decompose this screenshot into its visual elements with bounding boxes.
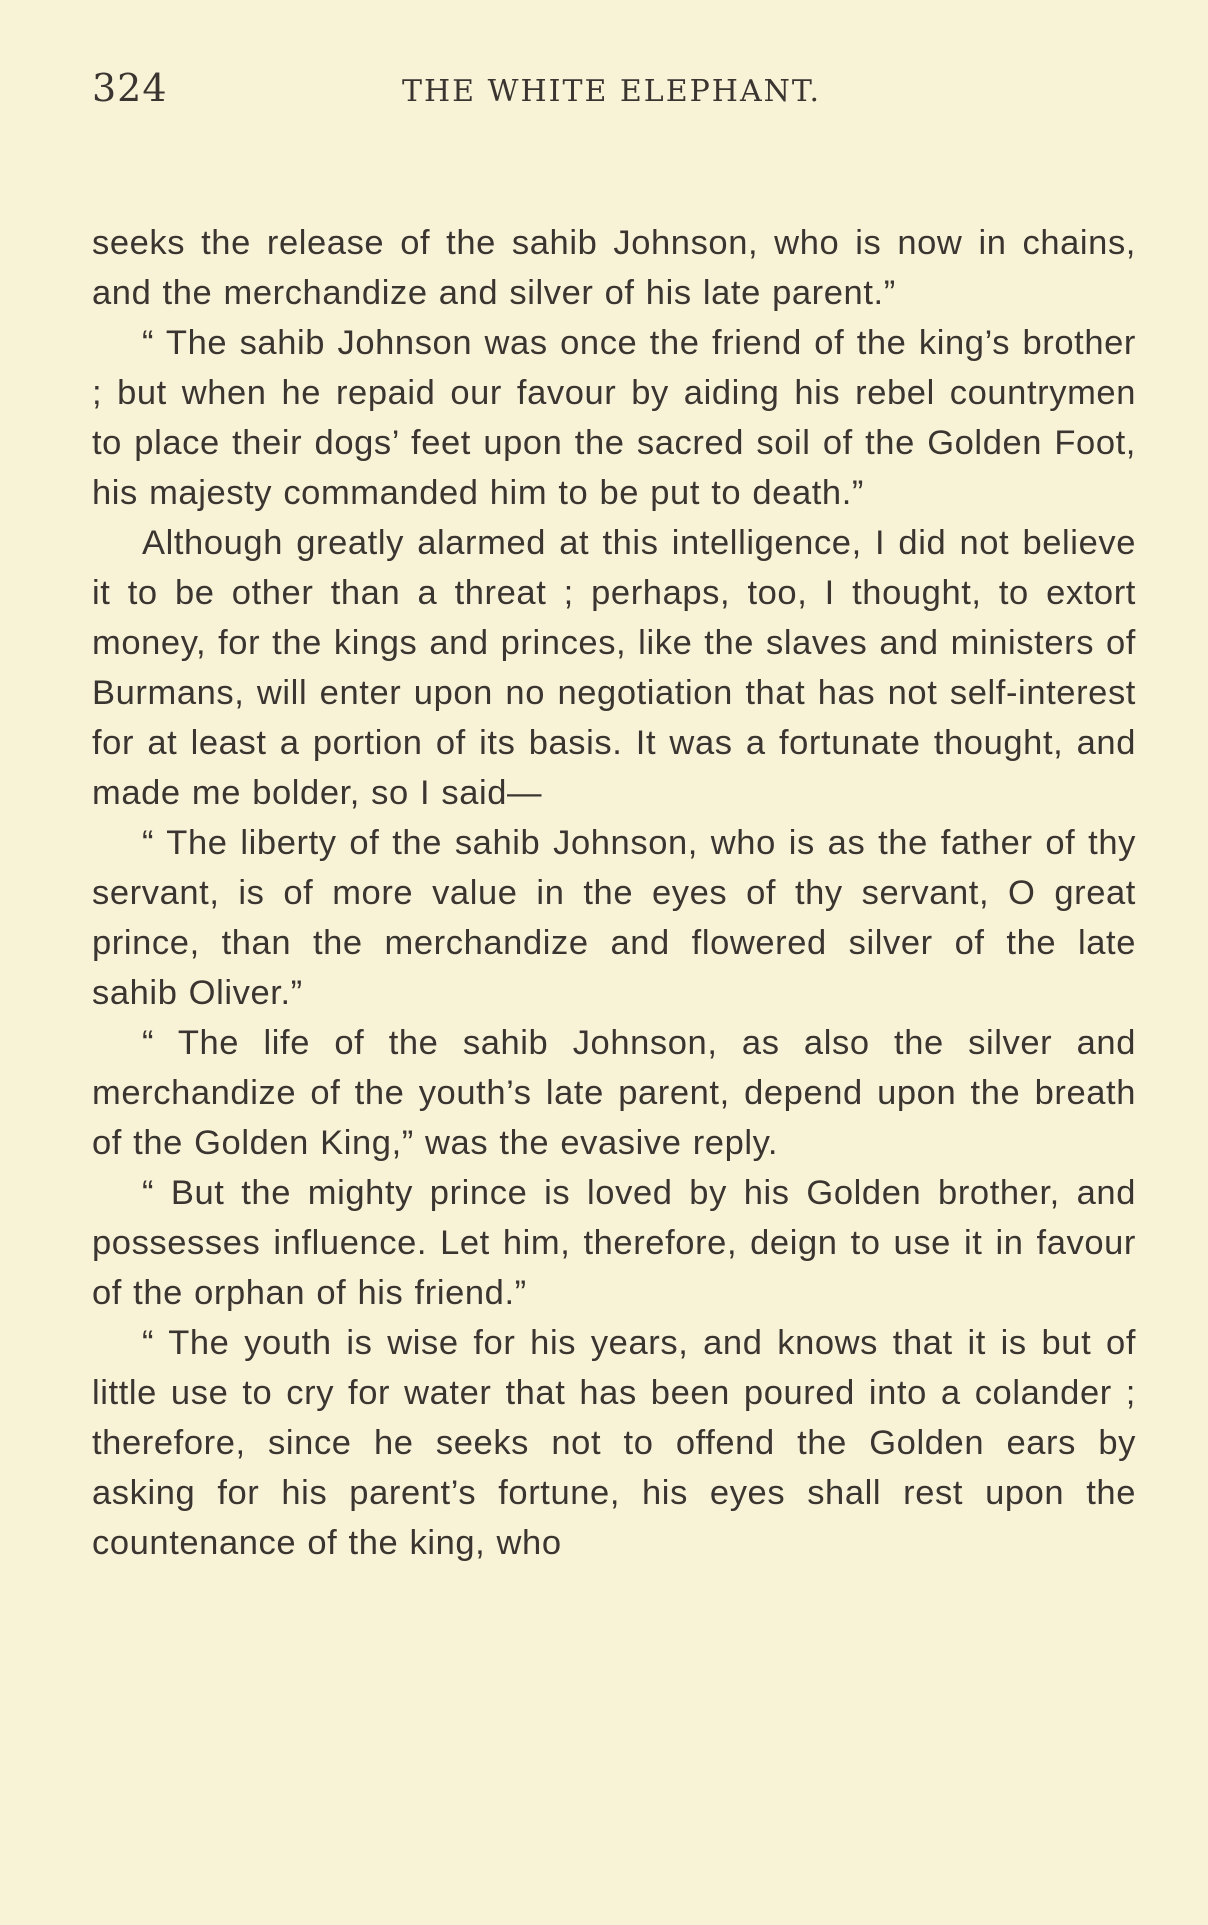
paragraph: “ The life of the sahib Johnson, as also the silver and merchandize of the youth’s late parent, depend upon the breath of the Golden King,” was the evasive reply. xyxy=(92,1024,1136,1162)
paragraph: “ The liberty of the sahib Johnson, who is as the father of thy servant, is of more value in the eyes of thy servant, O great prince, than the merchandize and flowered silver of the late sahib Oliver.” xyxy=(92,824,1136,1012)
body-text xyxy=(92,218,1136,1568)
running-title: THE WHITE ELEPHANT. xyxy=(402,74,822,109)
paragraph: “ The youth is wise for his years, and knows that it is but of little use to cry for water that has been poured into a colander ; therefore, since he seeks not to offend the Golden ears by asking for his parent’s fortune, his eyes shall rest upon the countenance of the king, who xyxy=(92,1324,1136,1562)
paragraph: “ But the mighty prince is loved by his Golden brother, and possesses influence. Let him, therefore, deign to use it in favour of the orphan of his friend.” xyxy=(92,1174,1136,1312)
paragraph-continuation: seeks the release of the sahib Johnson, who is now in chains, and the merchandize and silver of his late parent.” xyxy=(92,224,1136,312)
book-page xyxy=(92,66,1136,1568)
paragraph: “ The sahib Johnson was once the friend of the king’s brother ; but when he repaid our favour by aiding his rebel countrymen to place their dogs’ feet upon the sacred soil of the Golden Foot, his majesty commanded him to be put to death.” xyxy=(92,324,1136,512)
running-head xyxy=(92,66,1136,130)
paragraph: Although greatly alarmed at this intelligence, I did not believe it to be other than a threat ; perhaps, too, I thought, to extort money, for the kings and princes, like the slaves and ministers of Burmans, will enter upon no negotiation that has not self-interest for at least a portion of its basis. It was a fortunate thought, and made me bolder, so I said— xyxy=(92,524,1136,812)
page-number: 324 xyxy=(92,66,168,110)
